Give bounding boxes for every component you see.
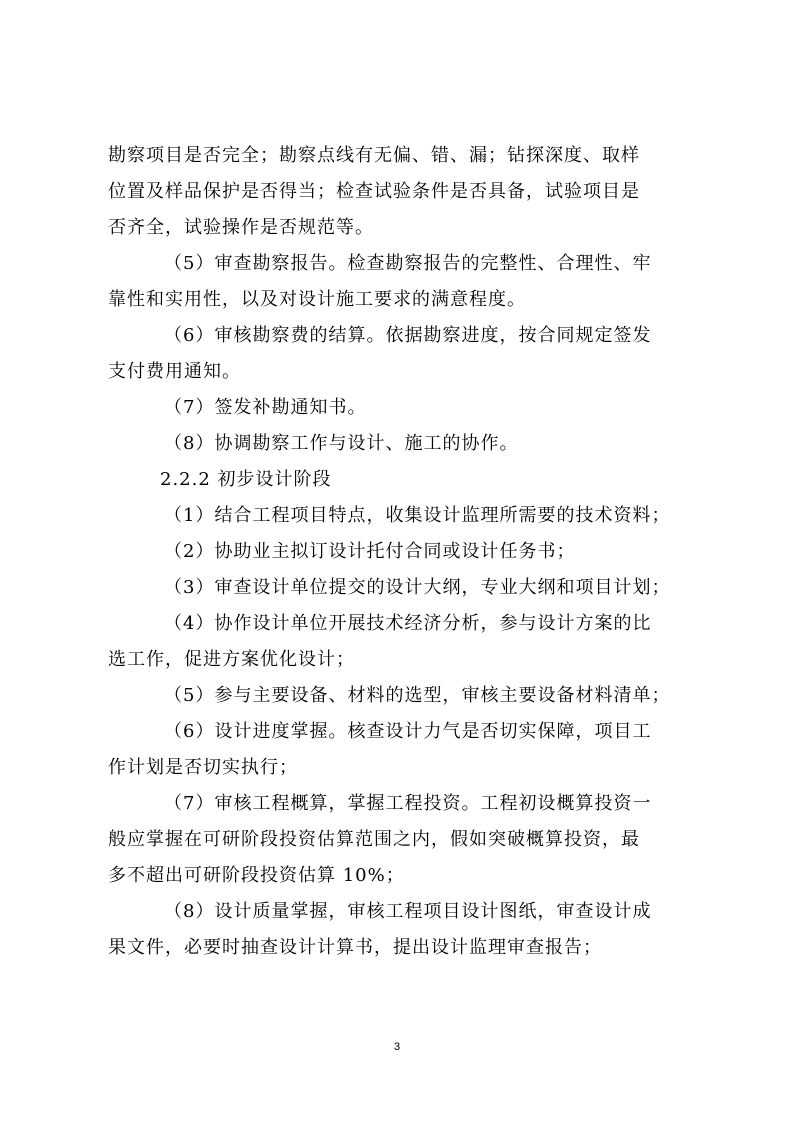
paragraph-item: （1）结合工程项目特点，收集设计监理所需要的技术资料； <box>164 505 671 526</box>
paragraph-item: （7）签发补勘通知书。 <box>164 397 367 418</box>
paragraph-item: （4）协作设计单位开展技术经济分析，参与设计方案的比 <box>164 613 652 634</box>
text-line: 多不超出可研阶段投资估算 10%； <box>108 865 405 886</box>
body-text <box>108 138 692 966</box>
text-line: 果文件，必要时抽查设计计算书，提出设计监理审查报告； <box>108 937 602 958</box>
text-line: 般应掌握在可研阶段投资估算范围之内，假如突破概算投资，最 <box>108 829 640 850</box>
text-line: 选工作，促进方案优化设计； <box>108 649 355 670</box>
paragraph-item: （5）审查勘察报告。检查勘察报告的完整性、合理性、牢 <box>164 253 652 274</box>
paragraph-item: （8）协调勘察工作与设计、施工的协作。 <box>164 433 519 454</box>
paragraph-item: （6）设计进度掌握。核查设计力气是否切实保障，项目工 <box>164 721 652 742</box>
text-line: 勘察项目是否完全；勘察点线有无偏、错、漏；钻探深度、取样 <box>108 145 640 166</box>
text-line: 支付费用通知。 <box>108 361 241 382</box>
page-number: 3 <box>393 1041 401 1053</box>
section-heading: 2.2.2 初步设计阶段 <box>160 469 332 490</box>
paragraph-item: （7）审核工程概算，掌握工程投资。工程初设概算投资一 <box>164 793 652 814</box>
paragraph-item: （5）参与主要设备、材料的选型，审核主要设备材料清单； <box>164 685 671 706</box>
paragraph-item: （8）设计质量掌握，审核工程项目设计图纸，审查设计成 <box>164 901 652 922</box>
text-line: 否齐全，试验操作是否规范等。 <box>108 217 374 238</box>
text-line: 作计划是否切实执行； <box>108 757 298 778</box>
paragraph-item: （6）审核勘察费的结算。依据勘察进度，按合同规定签发 <box>164 325 652 346</box>
text-line: 位置及样品保护是否得当；检查试验条件是否具备，试验项目是 <box>108 181 640 202</box>
paragraph-item: （2）协助业主拟订设计托付合同或设计任务书； <box>164 541 576 562</box>
text-line: 靠性和实用性，以及对设计施工要求的满意程度。 <box>108 289 526 310</box>
paragraph-item: （3）审查设计单位提交的设计大纲，专业大纲和项目计划； <box>164 577 671 598</box>
